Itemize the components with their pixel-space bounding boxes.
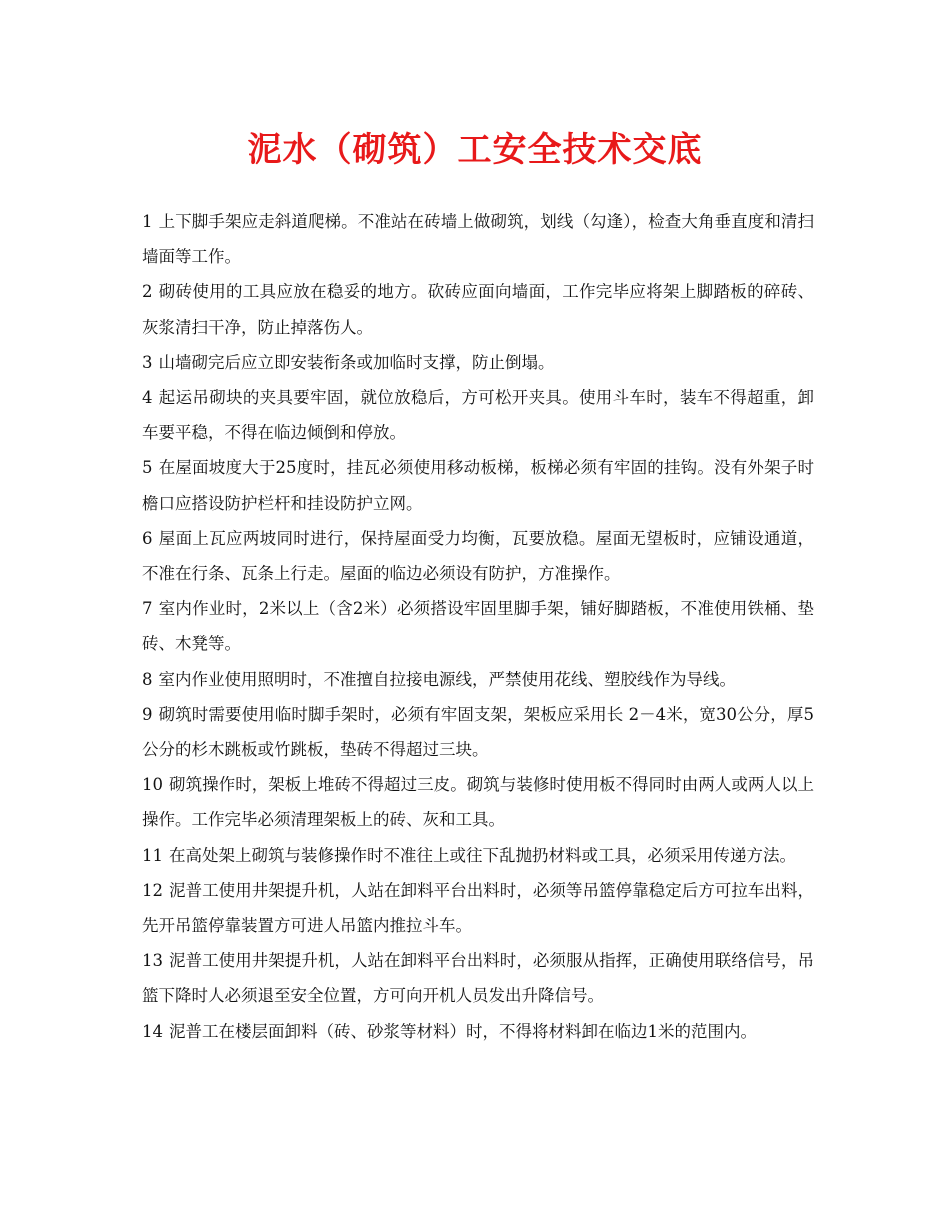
item-number: 13 xyxy=(142,951,163,971)
item-text: 上下脚手架应走斜道爬梯。不准站在砖墙上做砌筑，划线（勾逢），检查大角垂直度和清扫墙面等工作。 xyxy=(142,212,814,267)
list-item xyxy=(142,380,814,450)
item-number: 10 xyxy=(142,775,163,795)
list-item xyxy=(142,697,814,767)
list-item xyxy=(142,1014,814,1049)
item-number: 3 xyxy=(142,352,153,372)
document-body xyxy=(142,204,814,1049)
item-text: 起运吊砌块的夹具要牢固，就位放稳后，方可松开夹具。使用斗车时，装车不得超重，卸车要平稳，不得在临边倾倒和停放。 xyxy=(142,388,814,443)
document-title: 泥水（砌筑）工安全技术交底 xyxy=(247,130,703,170)
item-number: 4 xyxy=(142,388,153,408)
list-item xyxy=(142,274,814,344)
list-item xyxy=(142,345,814,380)
list-item xyxy=(142,943,814,1013)
item-text: 屋面上瓦应两坡同时进行，保持屋面受力均衡，瓦要放稳。屋面无望板时，应铺设通道，不准在行条、瓦条上行走。屋面的临边必须设有防护，方准操作。 xyxy=(142,528,814,584)
item-number: 6 xyxy=(142,528,153,548)
item-number: 12 xyxy=(142,880,163,900)
item-text: 室内作业时，2米以上（含2米）必须搭设牢固里脚手架，铺好脚踏板，不准使用铁桶、垫砖、木凳等。 xyxy=(142,599,814,654)
item-text: 在屋面坡度大于25度时，挂瓦必须使用移动板梯，板梯必须有牢固的挂钩。没有外架子时檐口应搭设防护栏杆和挂设防护立网。 xyxy=(142,458,814,513)
item-text: 泥普工使用井架提升机，人站在卸料平台出料时，必须等吊篮停靠稳定后方可拉车出料，先开吊篮停靠装置方可进人吊篮内推拉斗车。 xyxy=(142,880,814,936)
item-number: 2 xyxy=(142,282,153,302)
item-number: 11 xyxy=(142,845,163,865)
list-item xyxy=(142,662,814,697)
item-text: 泥普工使用井架提升机，人站在卸料平台出料时，必须服从指挥，正确使用联络信号，吊篮下降时人必须退至安全位置，方可向开机人员发出升降信号。 xyxy=(142,951,814,1006)
item-number: 14 xyxy=(142,1021,163,1041)
item-text: 山墙砌完后应立即安装衔条或加临时支撑，防止倒塌。 xyxy=(158,352,555,372)
item-text: 在高处架上砌筑与装修操作时不准往上或往下乱抛扔材料或工具，必须采用传递方法。 xyxy=(169,845,796,865)
item-text: 室内作业使用照明时，不准擅自拉接电源线，严禁使用花线、塑胶线作为导线。 xyxy=(158,669,736,689)
list-item xyxy=(142,838,814,873)
item-text: 砌筑时需要使用临时脚手架时，必须有牢固支架，架板应采用长 2－4米，宽30公分，厚5公分的杉木跳板或竹跳板，垫砖不得超过三块。 xyxy=(142,704,814,760)
list-item xyxy=(142,450,814,520)
item-text: 砌砖使用的工具应放在稳妥的地方。砍砖应面向墙面，工作完毕应将架上脚踏板的碎砖、灰浆清扫干净，防止掉落伤人。 xyxy=(142,282,814,337)
item-number: 9 xyxy=(142,704,153,724)
list-item xyxy=(142,873,814,943)
list-item xyxy=(142,204,814,274)
list-item xyxy=(142,767,814,837)
list-item xyxy=(142,591,814,661)
item-number: 1 xyxy=(142,212,153,231)
item-text: 砌筑操作时，架板上堆砖不得超过三皮。砌筑与装修时使用板不得同时由两人或两人以上操作。工作完毕必须清理架板上的砖、灰和工具。 xyxy=(142,775,814,830)
item-number: 8 xyxy=(142,669,153,689)
item-number: 7 xyxy=(142,599,153,619)
item-number: 5 xyxy=(142,458,153,478)
item-text: 泥普工在楼层面卸料（砖、砂浆等材料）时，不得将材料卸在临边1米的范围内。 xyxy=(169,1021,757,1041)
list-item xyxy=(142,521,814,591)
